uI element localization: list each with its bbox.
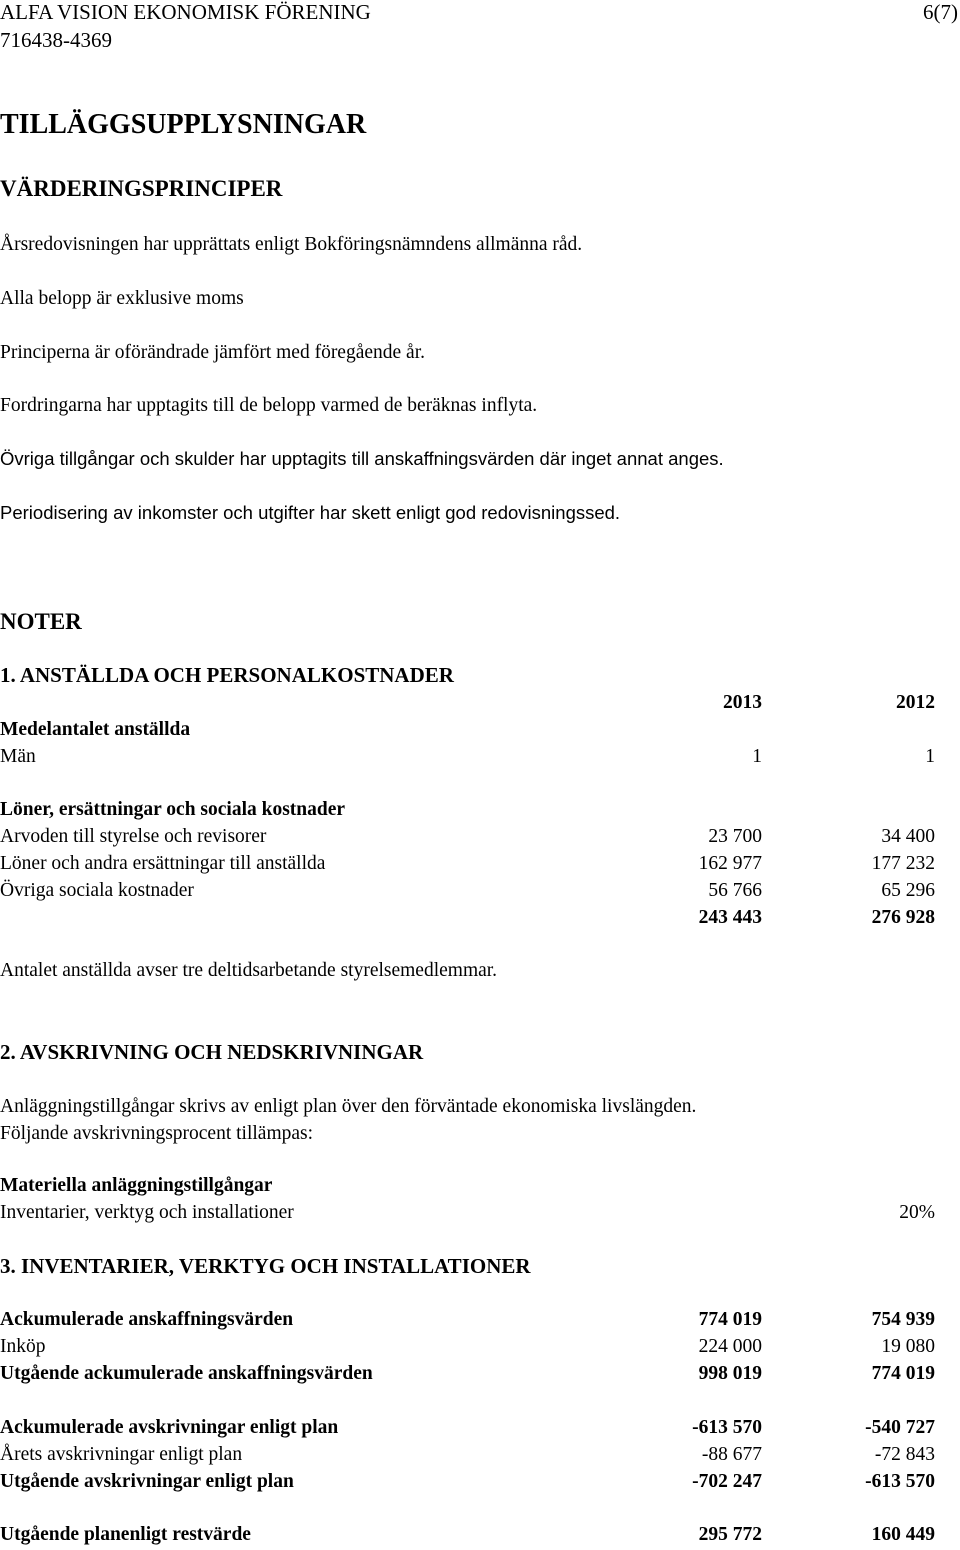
note1-footnote: Antalet anställda avser tre deltidsarbetande styrelsemedlemmar. <box>0 960 498 981</box>
asset-row-2012: 774 019 <box>871 1363 935 1384</box>
principle-text: Principerna är oförändrade jämfört med föregående år. <box>0 342 426 363</box>
principle-text: Alla belopp är exklusive moms <box>0 288 244 309</box>
cost-row-2012: 34 400 <box>881 826 935 847</box>
note2-title: 2. AVSKRIVNING OCH NEDSKRIVNINGAR <box>0 1040 424 1064</box>
page-title: TILLÄGGSUPPLYSNINGAR <box>0 109 367 140</box>
year-2012-header: 2012 <box>896 692 935 713</box>
asset-row-2012: 160 449 <box>871 1524 935 1545</box>
asset-row-2013: 295 772 <box>698 1524 762 1545</box>
note2-subheading: Materiella anläggningstillgångar <box>0 1175 273 1196</box>
note1-title: 1. ANSTÄLLDA OCH PERSONALKOSTNADER <box>0 663 454 687</box>
cost-row-label: Övriga sociala kostnader <box>0 880 194 901</box>
principle-text: Fordringarna har upptagits till de belopp varmed de beräknas inflyta. <box>0 395 538 416</box>
asset-row-label: Utgående avskrivningar enligt plan <box>0 1471 294 1492</box>
asset-row-2013: 774 019 <box>698 1309 762 1330</box>
organization-name: ALFA VISION EKONOMISK FÖRENING <box>0 0 371 24</box>
year-2013-header: 2013 <box>723 692 762 713</box>
cost-row-2013: 23 700 <box>708 826 762 847</box>
men-2013: 1 <box>752 746 762 767</box>
asset-row-label: Ackumulerade anskaffningsvärden <box>0 1309 294 1330</box>
principles-heading: VÄRDERINGSPRINCIPER <box>0 176 283 201</box>
note2-text: Anläggningstillgångar skrivs av enligt plan över den förväntade ekonomiska livslängden. <box>0 1096 697 1117</box>
cost-total-2013: 243 443 <box>698 907 762 928</box>
cost-row-label: Löner och andra ersättningar till anställda <box>0 853 326 874</box>
page-number: 6(7) <box>923 0 958 24</box>
cost-row-2013: 162 977 <box>698 853 762 874</box>
cost-row-2012: 65 296 <box>881 880 935 901</box>
cost-row-2012: 177 232 <box>871 853 935 874</box>
asset-row-2012: -540 727 <box>865 1417 935 1438</box>
men-label: Män <box>0 746 36 767</box>
asset-row-label: Ackumulerade avskrivningar enligt plan <box>0 1417 339 1438</box>
asset-row-2012: 19 080 <box>881 1336 935 1357</box>
asset-row-label: Inköp <box>0 1336 46 1357</box>
asset-row-2012: 754 939 <box>871 1309 935 1330</box>
avg-employees-heading: Medelantalet anställda <box>0 719 191 740</box>
costs-heading: Löner, ersättningar och sociala kostnader <box>0 799 346 820</box>
note2-text: Följande avskrivningsprocent tillämpas: <box>0 1123 314 1144</box>
asset-row-2012: -72 843 <box>874 1444 935 1465</box>
asset-row-2013: -88 677 <box>701 1444 762 1465</box>
asset-row-2013: -702 247 <box>692 1471 762 1492</box>
depreciation-item-label: Inventarier, verktyg och installationer <box>0 1202 294 1223</box>
principle-text: Periodisering av inkomster och utgifter har skett enligt god redovisningssed. <box>0 502 621 523</box>
asset-row-label: Utgående planenligt restvärde <box>0 1524 251 1545</box>
organization-number: 716438-4369 <box>0 28 112 52</box>
asset-row-2013: -613 570 <box>692 1417 762 1438</box>
depreciation-rate: 20% <box>899 1202 935 1223</box>
note3-title: 3. INVENTARIER, VERKTYG OCH INSTALLATIONER <box>0 1254 531 1278</box>
notes-heading: NOTER <box>0 609 82 634</box>
principle-text: Övriga tillgångar och skulder har upptagits till anskaffningsvärden där inget annat anges. <box>0 448 724 469</box>
asset-row-2013: 224 000 <box>698 1336 762 1357</box>
men-2012: 1 <box>925 746 935 767</box>
principle-text: Årsredovisningen har upprättats enligt Bokföringsnämndens allmänna råd. <box>0 234 583 255</box>
asset-row-2013: 998 019 <box>698 1363 762 1384</box>
asset-row-label: Årets avskrivningar enligt plan <box>0 1444 243 1465</box>
cost-row-2013: 56 766 <box>708 880 762 901</box>
asset-row-2012: -613 570 <box>865 1471 935 1492</box>
cost-total-2012: 276 928 <box>871 907 935 928</box>
asset-row-label: Utgående ackumulerade anskaffningsvärden <box>0 1363 373 1384</box>
cost-row-label: Arvoden till styrelse och revisorer <box>0 826 267 847</box>
